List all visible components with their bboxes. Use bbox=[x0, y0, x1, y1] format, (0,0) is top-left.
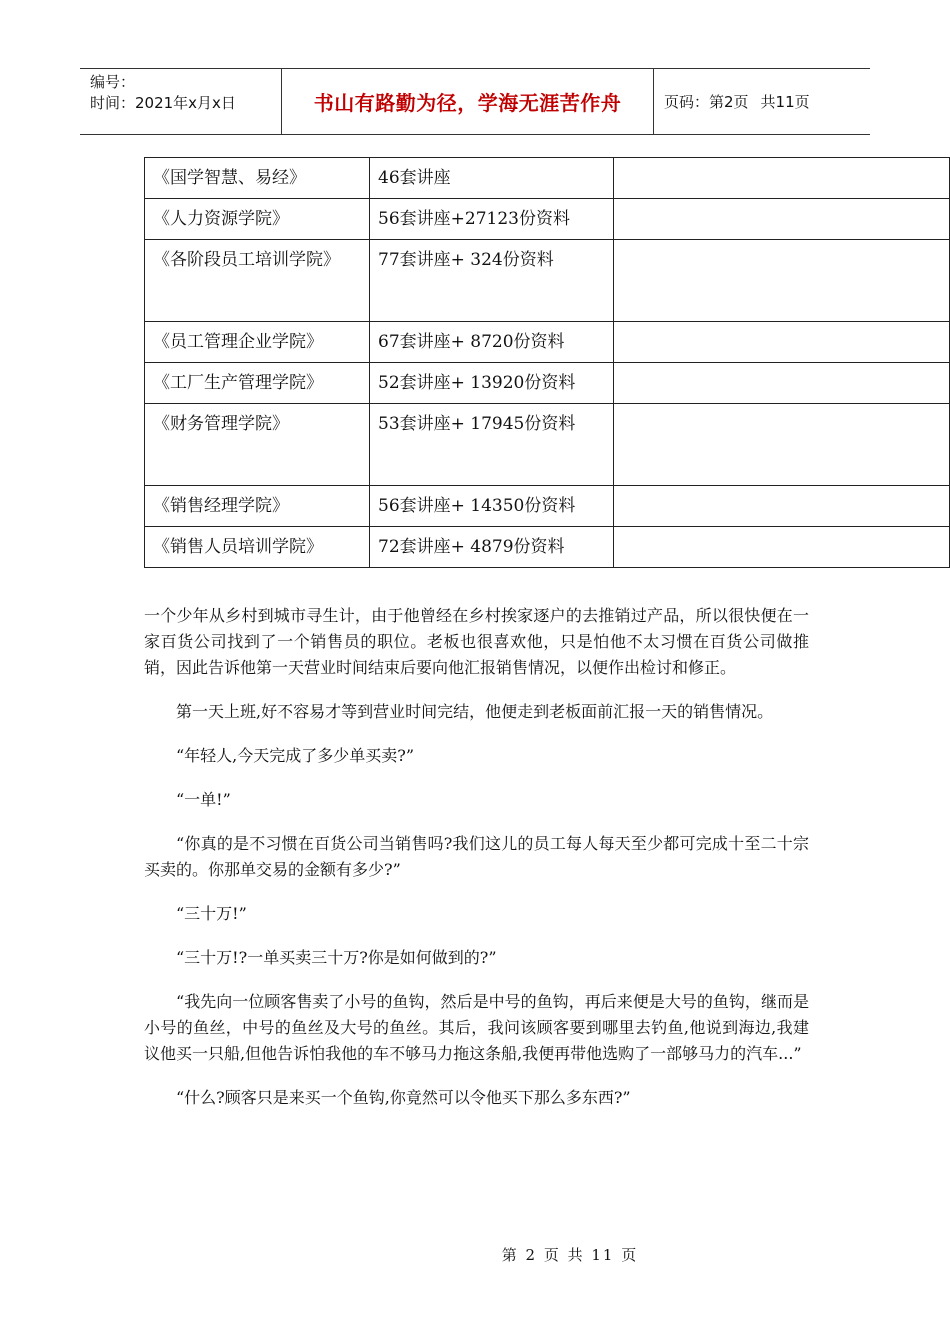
paragraph: 一个少年从乡村到城市寻生计，由于他曾经在乡村挨家逐户的去推销过产品，所以很快便在一家百货公司找到了一个销售员的职位。老板也很喜欢他，只是怕他不太习惯在百货公司做推销，因此告诉他第一天营业时间结束后要向他汇报销售情况，以便作出检讨和修正。 bbox=[144, 606, 809, 677]
course-note bbox=[614, 322, 950, 363]
paragraph: 第一天上班,好不容易才等到营业时间完结，他便走到老板面前汇报一天的销售情况。 bbox=[176, 702, 774, 721]
course-name: 《财务管理学院》 bbox=[145, 404, 370, 486]
page-footer: 第 2 页 共 11 页 bbox=[501, 1246, 639, 1264]
course-name: 《人力资源学院》 bbox=[145, 199, 370, 240]
paragraph: “三十万!?一单买卖三十万?你是如何做到的?” bbox=[176, 948, 497, 967]
page-number: 页码：第2页 bbox=[664, 93, 749, 111]
course-content: 67套讲座+ 8720份资料 bbox=[370, 322, 614, 363]
course-content: 56套讲座+ 14350份资料 bbox=[370, 486, 614, 527]
table-row bbox=[145, 240, 950, 322]
course-content: 56套讲座+27123份资料 bbox=[370, 199, 614, 240]
course-content: 72套讲座+ 4879份资料 bbox=[370, 527, 614, 568]
course-note bbox=[614, 240, 950, 322]
course-name: 《工厂生产管理学院》 bbox=[145, 363, 370, 404]
table-row bbox=[145, 322, 950, 363]
paragraph: “一单!” bbox=[176, 790, 231, 809]
course-name: 《销售人员培训学院》 bbox=[145, 527, 370, 568]
course-note bbox=[614, 158, 950, 199]
course-note bbox=[614, 404, 950, 486]
course-name: 《销售经理学院》 bbox=[145, 486, 370, 527]
table-row bbox=[145, 527, 950, 568]
course-note bbox=[614, 527, 950, 568]
paragraph: “什么?顾客只是来买一个鱼钩,你竟然可以令他买下那么多东西?” bbox=[176, 1088, 631, 1107]
page-header bbox=[80, 68, 870, 135]
header-page-info bbox=[654, 69, 870, 134]
course-content: 53套讲座+ 17945份资料 bbox=[370, 404, 614, 486]
number-label: 编号： bbox=[90, 73, 136, 91]
page-total: 共11页 bbox=[760, 93, 810, 111]
paragraph: “年轻人,今天完成了多少单买卖?” bbox=[176, 746, 415, 765]
paragraph: “我先向一位顾客售卖了小号的鱼钩，然后是中号的鱼钩，再后来便是大号的鱼钩，继而是小号的鱼丝，中号的鱼丝及大号的鱼丝。其后，我问该顾客要到哪里去钓鱼,他说到海边,我建议他买一只船,但他告诉怕我他的车不够马力拖这条船,我便再带他选购了一部够马力的汽车...” bbox=[144, 992, 809, 1063]
table-row bbox=[145, 158, 950, 199]
paragraph: “三十万!” bbox=[176, 904, 247, 923]
course-name: 《国学智慧、易经》 bbox=[145, 158, 370, 199]
paragraph: “你真的是不习惯在百货公司当销售吗?我们这儿的员工每人每天至少都可完成十至二十宗买卖的。你那单交易的金额有多少?” bbox=[144, 834, 809, 879]
time-label: 时间：2021年x月x日 bbox=[90, 94, 236, 112]
course-content: 46套讲座 bbox=[370, 158, 614, 199]
course-content: 77套讲座+ 324份资料 bbox=[370, 240, 614, 322]
course-name: 《员工管理企业学院》 bbox=[145, 322, 370, 363]
course-note bbox=[614, 363, 950, 404]
table-row bbox=[145, 363, 950, 404]
table-row bbox=[145, 486, 950, 527]
course-content: 52套讲座+ 13920份资料 bbox=[370, 363, 614, 404]
table-row bbox=[145, 404, 950, 486]
table-row bbox=[145, 199, 950, 240]
story-body bbox=[144, 603, 809, 1129]
course-note bbox=[614, 199, 950, 240]
course-catalog-table bbox=[144, 157, 950, 568]
header-meta bbox=[80, 69, 282, 134]
course-note bbox=[614, 486, 950, 527]
course-name: 《各阶段员工培训学院》 bbox=[145, 240, 370, 322]
header-motto: 书山有路勤为径，学海无涯苦作舟 bbox=[282, 69, 654, 134]
